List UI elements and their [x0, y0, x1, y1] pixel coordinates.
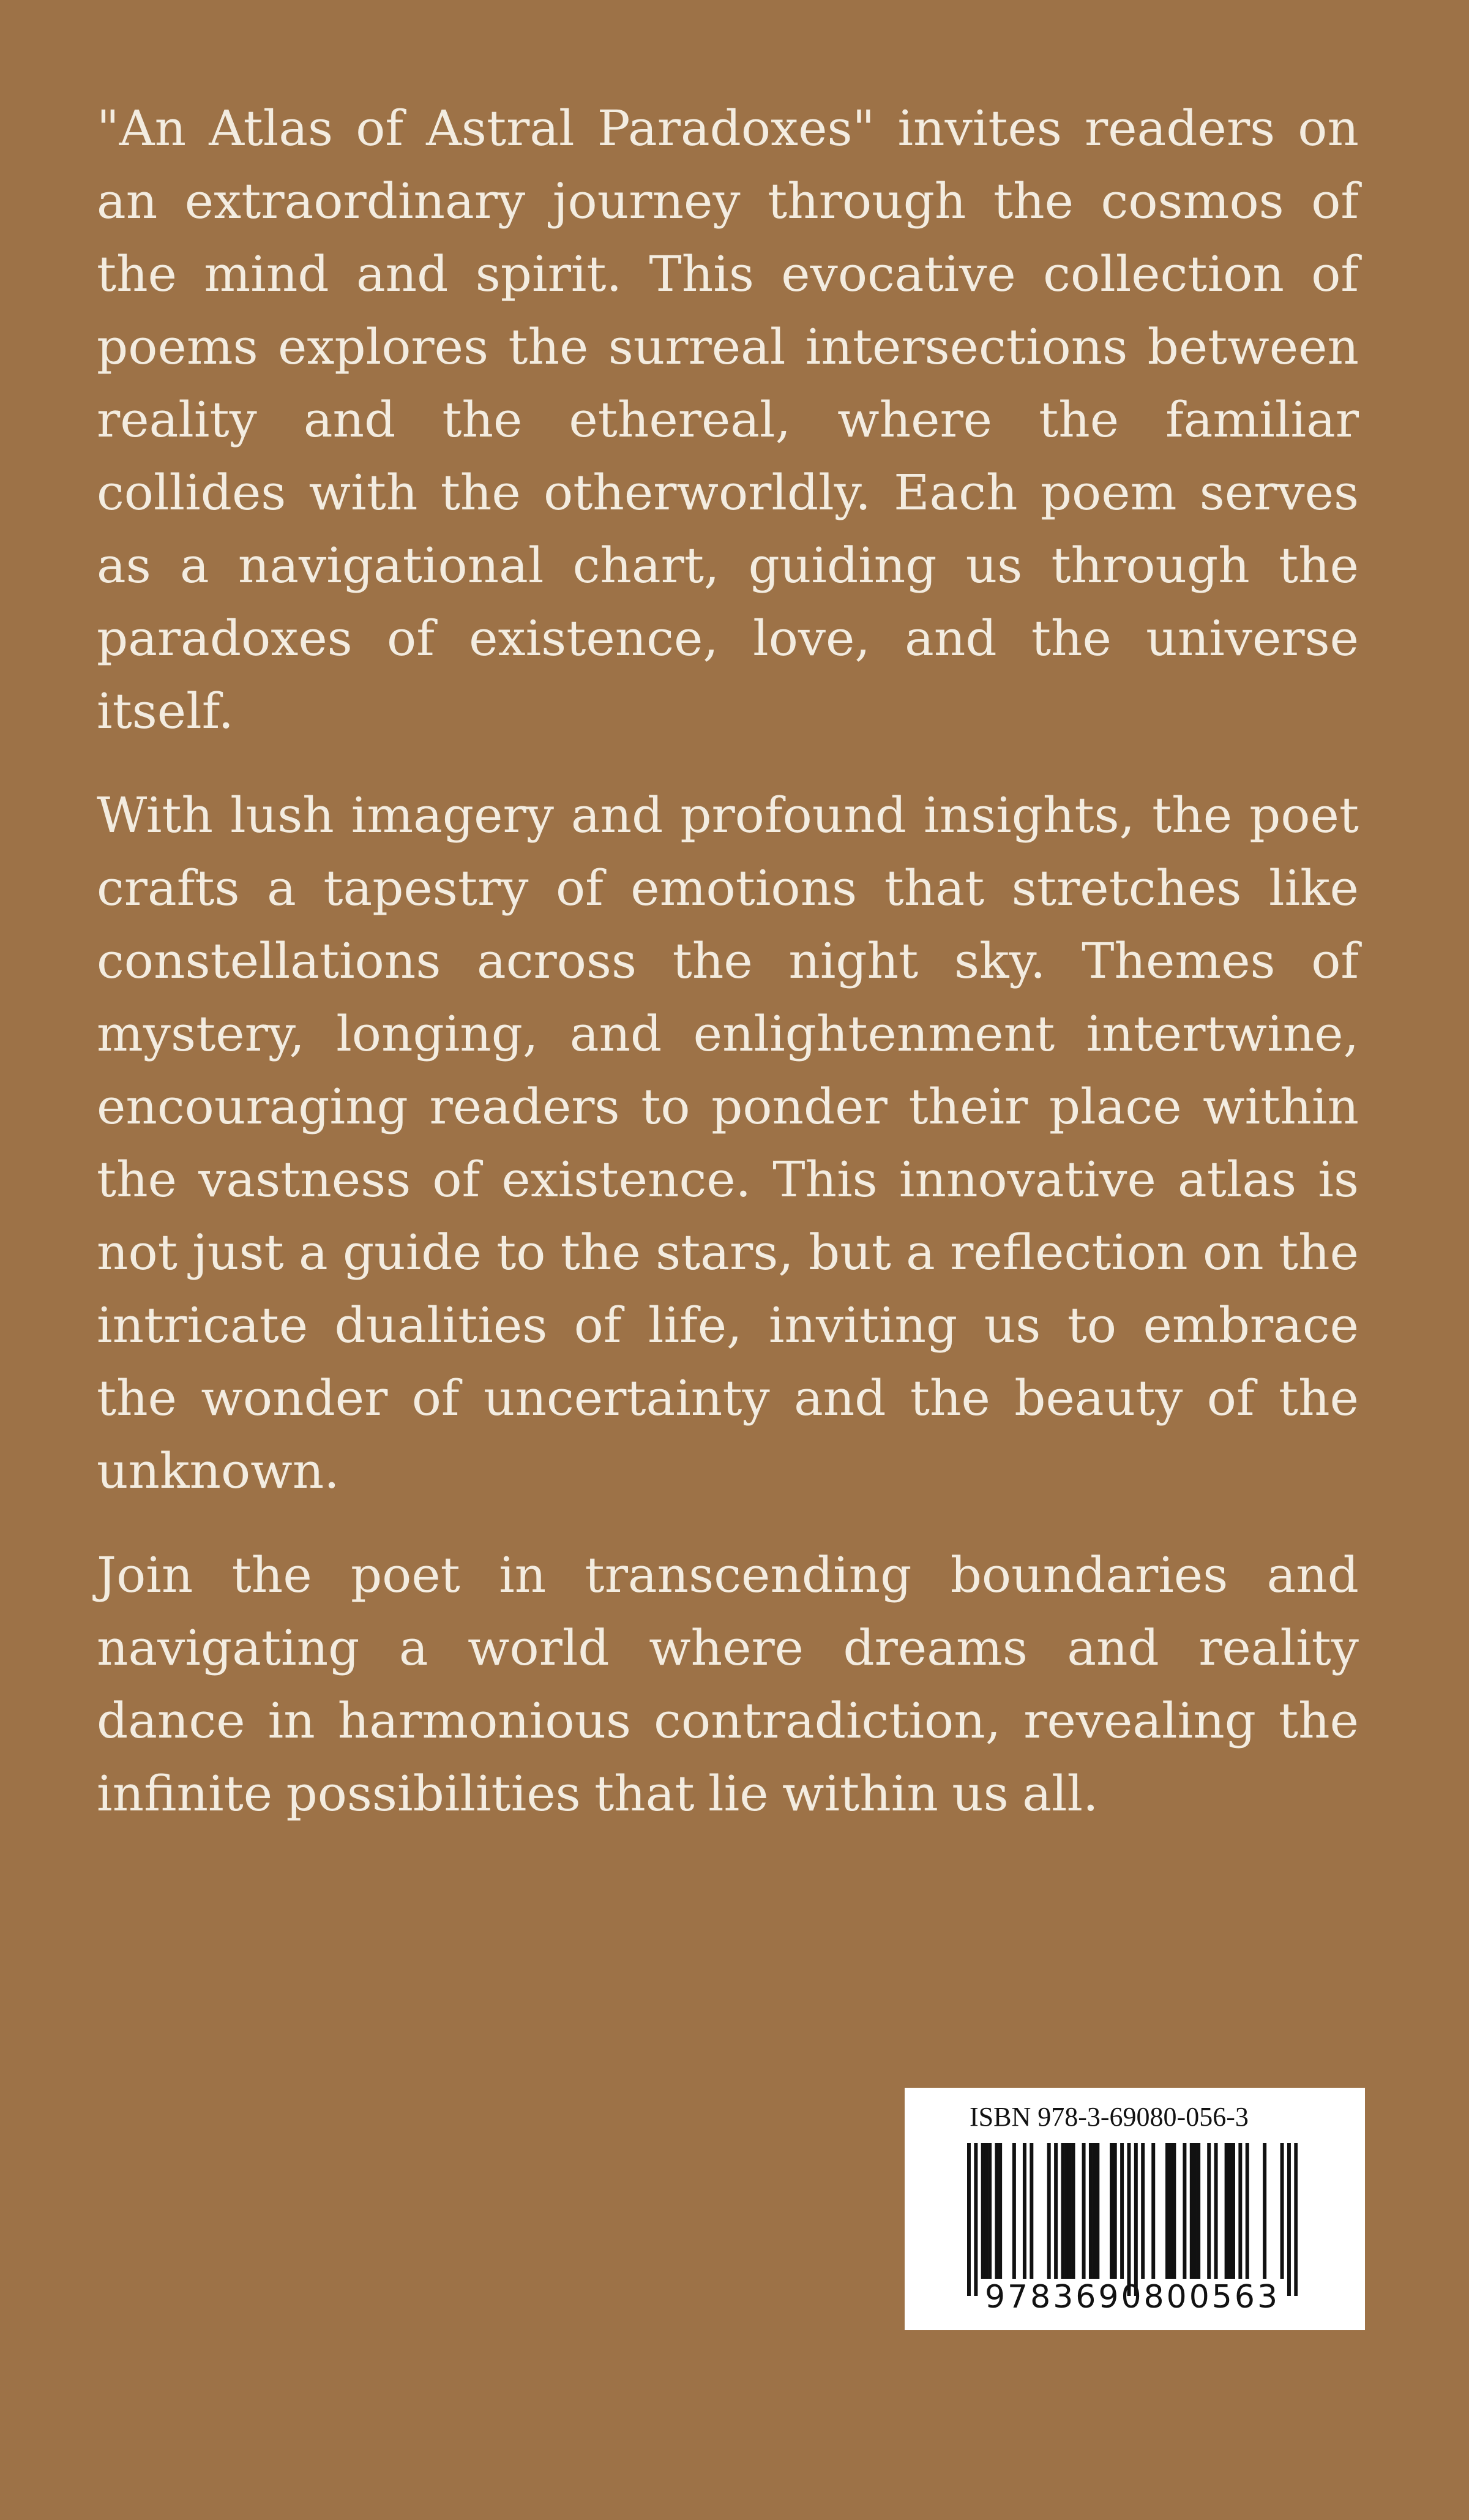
- barcode-bar: [1294, 2143, 1298, 2296]
- barcode-bar: [967, 2143, 971, 2296]
- barcode-bar: [1287, 2143, 1291, 2296]
- barcode-bar: [1082, 2143, 1086, 2279]
- barcode-bar: [1054, 2143, 1058, 2279]
- blurb-paragraph: "An Atlas of Astral Paradoxes" invites readers on an extraordinary journey through the cosmos of the mind and spirit. This evocative collection of poems explores the surreal intersections between reality and the ethereal, where the familiar collides with the otherworldly. Each poem serves as a navigational chart, guiding us through the paradoxes of existence, love, and the universe itself.: [97, 100, 1359, 740]
- barcode-bar: [1061, 2143, 1064, 2279]
- barcode-bar: [1072, 2143, 1075, 2279]
- blurb-paragraph: Join the poet in transcending boundaries and navigating a world where dreams and reality dance in harmonious contradiction, revealing the infinite possibilities that lie within us all.: [97, 1547, 1359, 1822]
- barcode-bar: [1228, 2143, 1232, 2279]
- barcode-bar: [998, 2143, 1002, 2279]
- barcode-bar: [1190, 2143, 1194, 2279]
- barcode-bar: [1064, 2143, 1068, 2279]
- barcode-bar: [988, 2143, 992, 2279]
- isbn-barcode-box: [905, 2088, 1365, 2330]
- barcode-bar: [995, 2143, 998, 2279]
- barcode-digits: 9783690800563: [984, 2279, 1280, 2316]
- barcode-bar: [984, 2143, 988, 2279]
- barcode-bar: [1096, 2143, 1099, 2279]
- barcode-bar: [981, 2143, 985, 2279]
- barcode-bar: [1141, 2143, 1145, 2279]
- book-blurb: [97, 92, 1359, 1861]
- barcode-bar: [1127, 2143, 1131, 2296]
- barcode-bar: [974, 2143, 977, 2296]
- barcode-bar: [1023, 2143, 1026, 2279]
- barcode-bar: [1238, 2143, 1242, 2279]
- barcode-bar: [1012, 2143, 1016, 2279]
- barcode-bar: [1193, 2143, 1197, 2279]
- blurb-paragraph: With lush imagery and profound insights, the poet crafts a tapestry of emotions that stretches like constellations across the night sky. Themes of mystery, longing, and enlightenment intertwine, encouraging readers to ponder their place within the vastness of existence. This innovative atlas is not just a guide to the stars, but a reflection on the intricate dualities of life, inviting us to embrace the wonder of uncertainty and the beauty of the unknown.: [97, 787, 1359, 1499]
- barcode-bar: [1110, 2143, 1113, 2279]
- barcode-bar: [1263, 2143, 1266, 2279]
- barcode-bar: [1183, 2143, 1186, 2279]
- barcode-bar: [1280, 2143, 1284, 2279]
- barcode-bar: [1246, 2143, 1249, 2279]
- barcode-bar: [1165, 2143, 1169, 2279]
- barcode-bar: [1120, 2143, 1124, 2279]
- barcode-bar: [1207, 2143, 1211, 2279]
- barcode-icon: [967, 2143, 1298, 2296]
- barcode-bar: [1047, 2143, 1051, 2279]
- barcode-bar: [1113, 2143, 1117, 2279]
- barcode-bar: [1151, 2143, 1155, 2279]
- barcode-bar: [1093, 2143, 1096, 2279]
- barcode-bar: [1225, 2143, 1228, 2279]
- isbn-label: ISBN 978-3-69080-056-3: [970, 2102, 1249, 2132]
- barcode-bar: [1232, 2143, 1235, 2279]
- barcode-bar: [1089, 2143, 1093, 2279]
- barcode-bar: [1169, 2143, 1173, 2279]
- barcode-bar: [1172, 2143, 1176, 2279]
- barcode-bar: [1197, 2143, 1200, 2279]
- barcode-bar: [1134, 2143, 1138, 2296]
- barcode-bar: [1030, 2143, 1033, 2279]
- barcode-bar: [1068, 2143, 1072, 2279]
- barcode-bar: [1214, 2143, 1218, 2279]
